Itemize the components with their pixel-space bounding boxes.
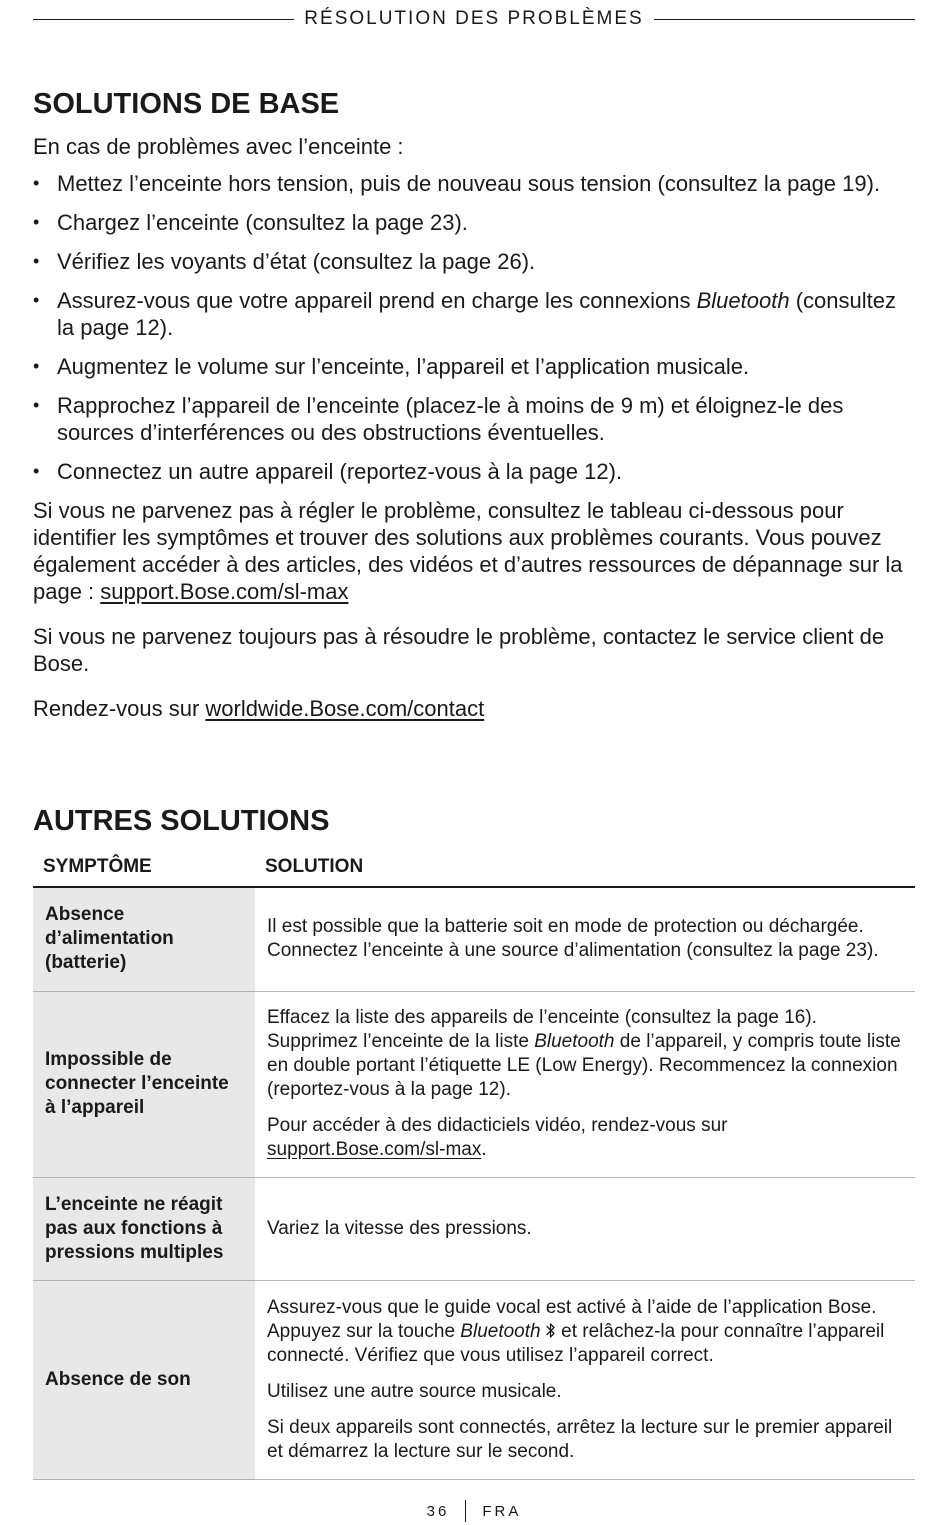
symptom-cell: Absence de son bbox=[33, 1280, 255, 1479]
list-item-text: Chargez l’enceinte (consultez la page 23). bbox=[57, 210, 468, 235]
page-footer bbox=[33, 1500, 915, 1522]
list-item bbox=[33, 392, 915, 446]
contact-paragraph: Si vous ne parvenez toujours pas à résoudre le problème, contactez le service client de Bose. bbox=[33, 624, 885, 676]
solution-text: Il est possible que la batterie soit en mode de protection ou déchargée. Connectez l’enceinte à une source d’alimentation (consultez la page 23). bbox=[267, 916, 879, 962]
list-item bbox=[33, 248, 915, 275]
solution-text-part: et relâchez-la pour connaître l’appareil connecté. Vérifiez que vous utilisez l’appareil correct. bbox=[267, 1320, 885, 1366]
solution-text: Utilisez une autre source musicale. bbox=[267, 1380, 562, 1402]
other-solutions-heading: AUTRES SOLUTIONS bbox=[33, 805, 330, 837]
list-item-text: (consultez la page 12). bbox=[57, 288, 896, 340]
support-link[interactable]: support.Bose.com/sl-max bbox=[100, 579, 349, 604]
list-item-text: Augmentez le volume sur l’enceinte, l’appareil et l’application musicale. bbox=[57, 354, 750, 379]
italic-term: Bluetooth bbox=[696, 288, 790, 313]
list-item-text: Vérifiez les voyants d’état (consultez la page 26). bbox=[57, 249, 536, 274]
solution-text-part: Pour accéder à des didacticiels vidéo, rendez-vous sur bbox=[267, 1115, 728, 1136]
header-rule-left bbox=[33, 19, 294, 20]
table-row bbox=[33, 991, 915, 1177]
solution-text: Variez la vitesse des pressions. bbox=[267, 1217, 532, 1239]
list-item bbox=[33, 209, 915, 236]
worldwide-paragraph bbox=[33, 695, 915, 722]
list-item bbox=[33, 287, 915, 341]
list-item bbox=[33, 170, 915, 197]
list-item bbox=[33, 353, 915, 380]
video-tutorial-link[interactable]: support.Bose.com/sl-max bbox=[267, 1139, 482, 1160]
page-header bbox=[33, 5, 915, 33]
column-header-symptom: SYMPTÔME bbox=[33, 856, 255, 887]
troubleshooting-table bbox=[33, 856, 915, 1480]
table-header-row bbox=[33, 856, 915, 887]
footer-separator bbox=[465, 1500, 466, 1522]
language-code: FRA bbox=[482, 1502, 522, 1520]
symptom-cell: Impossible de connecter l’enceinte à l’appareil bbox=[33, 991, 255, 1177]
column-header-solution: SOLUTION bbox=[255, 856, 915, 887]
solution-text-part: de l’appareil, y compris toute liste en double portant l’étiquette LE (Low Energy). Recommencez la connexion (reportez-vous à la page 12). bbox=[267, 1031, 901, 1100]
solution-text-part: Effacez la liste des appareils de l’enceinte (consultez la page 16). Supprimez l’enceinte de la liste bbox=[267, 1007, 817, 1052]
basic-solutions-heading: SOLUTIONS DE BASE bbox=[33, 88, 340, 120]
list-item-text: Rapprochez l’appareil de l’enceinte (placez-le à moins de 9 m) et éloignez-le des sources d’interférences ou des obstructions éventuelles. bbox=[57, 393, 844, 445]
solution-text-part: Assurez-vous que le guide vocal est activé à l’aide de l’application Bose. Appuyez sur la touche bbox=[267, 1296, 877, 1342]
solution-cell bbox=[255, 1280, 915, 1479]
symptom-cell: Absence d’alimentation (batterie) bbox=[33, 887, 255, 991]
intro-text: En cas de problèmes avec l’enceinte : bbox=[33, 134, 404, 159]
list-item-text: Mettez l’enceinte hors tension, puis de nouveau sous tension (consultez la page 19). bbox=[57, 171, 881, 196]
support-paragraph bbox=[33, 497, 915, 605]
contact-link[interactable]: worldwide.Bose.com/contact bbox=[205, 696, 485, 721]
solution-text bbox=[267, 1296, 903, 1368]
table-row bbox=[33, 1177, 915, 1280]
bluetooth-icon bbox=[546, 1322, 556, 1339]
paragraph-text: Si vous ne parvenez pas à régler le problème, consultez le tableau ci-dessous pour identifier les symptômes et trouver des solutions aux problèmes courants. Vous pouvez également accéder à des articles, des vidéos et d’autres ressources de dépannage sur la page : bbox=[33, 498, 903, 604]
solution-cell bbox=[255, 1177, 915, 1280]
other-solutions-section bbox=[33, 805, 915, 1480]
solution-cell bbox=[255, 991, 915, 1177]
section-title: RÉSOLUTION DES PROBLÈMES bbox=[304, 8, 644, 29]
page-number: 36 bbox=[426, 1502, 450, 1520]
italic-term: Bluetooth bbox=[460, 1320, 541, 1342]
symptom-cell: L’enceinte ne réagit pas aux fonctions à pressions multiples bbox=[33, 1177, 255, 1280]
solution-text: Si deux appareils sont connectés, arrêtez la lecture sur le premier appareil et démarrez la lecture sur le second. bbox=[267, 1416, 893, 1462]
list-item bbox=[33, 458, 915, 485]
header-rule-right bbox=[654, 19, 915, 20]
basic-solutions-list bbox=[33, 170, 915, 485]
solution-text bbox=[267, 1114, 903, 1162]
solution-cell bbox=[255, 887, 915, 991]
list-item-text: Connectez un autre appareil (reportez-vous à la page 12). bbox=[57, 459, 623, 484]
italic-term: Bluetooth bbox=[534, 1031, 615, 1052]
basic-solutions-section bbox=[33, 88, 915, 740]
solution-text-part: . bbox=[481, 1139, 487, 1160]
solution-text bbox=[267, 1006, 903, 1102]
list-item-text: Assurez-vous que votre appareil prend en charge les connexions bbox=[57, 288, 697, 313]
table-row bbox=[33, 887, 915, 991]
table-row bbox=[33, 1280, 915, 1479]
paragraph-text: Rendez-vous sur bbox=[33, 696, 206, 721]
